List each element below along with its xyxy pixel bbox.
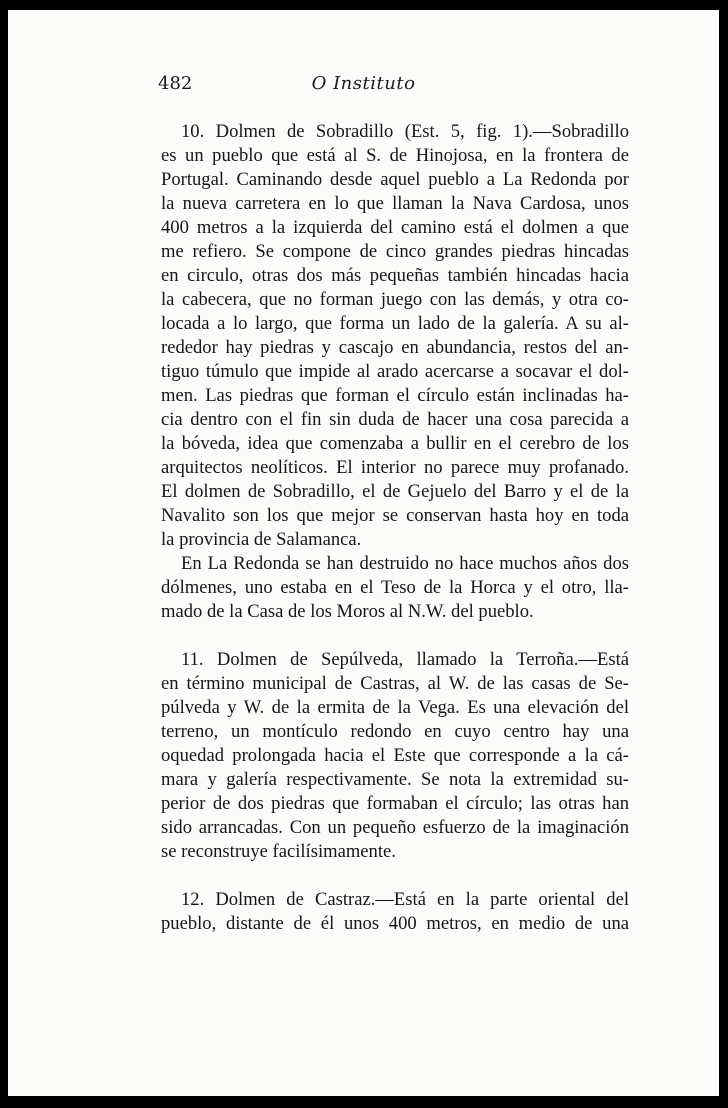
text-line: 400 metros a la izquierda del camino está el dolmen a que [161,217,629,238]
text-line: la provincia de Salamanca. [161,529,362,550]
text-line: la nueva carretera en lo que llaman la Nava Cardosa, unos [161,193,629,214]
text-line: arquitectos neolíticos. El interior no parece muy profanado. [161,457,629,478]
text-line: cia dentro con el fin sin duda de hacer una cosa parecida a [161,409,629,430]
text-line: se reconstruye facilísimamente. [161,841,396,862]
text-line: pueblo, distante de él unos 400 metros, en medio de una [161,913,629,934]
section-gap [161,624,629,648]
text-line: la bóveda, idea que comenzaba a bullir en el cerebro de los [161,433,629,454]
text-line: mado de la Casa de los Moros al N.W. del pueblo. [161,601,534,622]
text-line: mara y galería respectivamente. Se nota la extremidad su- [161,769,629,790]
section-gap [161,864,629,888]
text-line: tiguo túmulo que impide al arado acercarse a socavar el dol- [161,361,629,382]
text-line: en circulo, otras dos más pequeñas también hincadas hacia [161,265,629,286]
section-12 [161,888,629,936]
text-line: Portugal. Caminando desde aquel pueblo a La Redonda por [161,169,629,190]
text-line: 11. Dolmen de Sepúlveda, llamado la Terroña.—Está [181,649,629,670]
text-line: El dolmen de Sobradillo, el de Gejuelo del Barro y el de la [161,481,629,502]
text-line: En La Redonda se han destruido no hace muchos años dos [181,553,629,574]
text-line: locada a lo largo, que forma un lado de la galería. A su al- [161,313,629,334]
text-line: Navalito son los que mejor se conservan hasta hoy en toda [161,505,629,526]
running-title: O Instituto [311,73,416,94]
text-line: dólmenes, uno estaba en el Teso de la Horca y el otro, lla- [161,577,629,598]
text-line: 10. Dolmen de Sobradillo (Est. 5, fig. 1).—Sobradillo [181,121,629,142]
text-line: 12. Dolmen de Castraz.—Está en la parte oriental del [181,889,629,910]
text-line: púlveda y W. de la ermita de la Vega. Es una elevación del [161,697,629,718]
page-number: 482 [158,73,193,94]
text-line: es un pueblo que está al S. de Hinojosa, en la frontera de [161,145,629,166]
text-line: terreno, un montículo redondo en cuyo centro hay una [161,721,629,742]
text-line: la cabecera, que no forman juego con las demás, y otra co- [161,289,629,310]
text-line: men. Las piedras que forman el círculo están inclinadas ha- [161,385,629,406]
page-header [8,73,719,103]
section-11 [161,648,629,864]
section-10 [161,120,629,624]
text-line: perior de dos piedras que formaban el círculo; las otras han [161,793,629,814]
book-page [8,10,719,1096]
text-line: oquedad prolongada hacia el Este que corresponde a la cá- [161,745,629,766]
text-line: en término municipal de Castras, al W. de las casas de Se- [161,673,629,694]
text-line: me refiero. Se compone de cinco grandes piedras hincadas [161,241,629,262]
text-line: sido arrancadas. Con un pequeño esfuerzo de la imaginación [161,817,629,838]
text-line: rededor hay piedras y cascajo en abundancia, restos del an- [161,337,629,358]
body-text [161,120,629,936]
